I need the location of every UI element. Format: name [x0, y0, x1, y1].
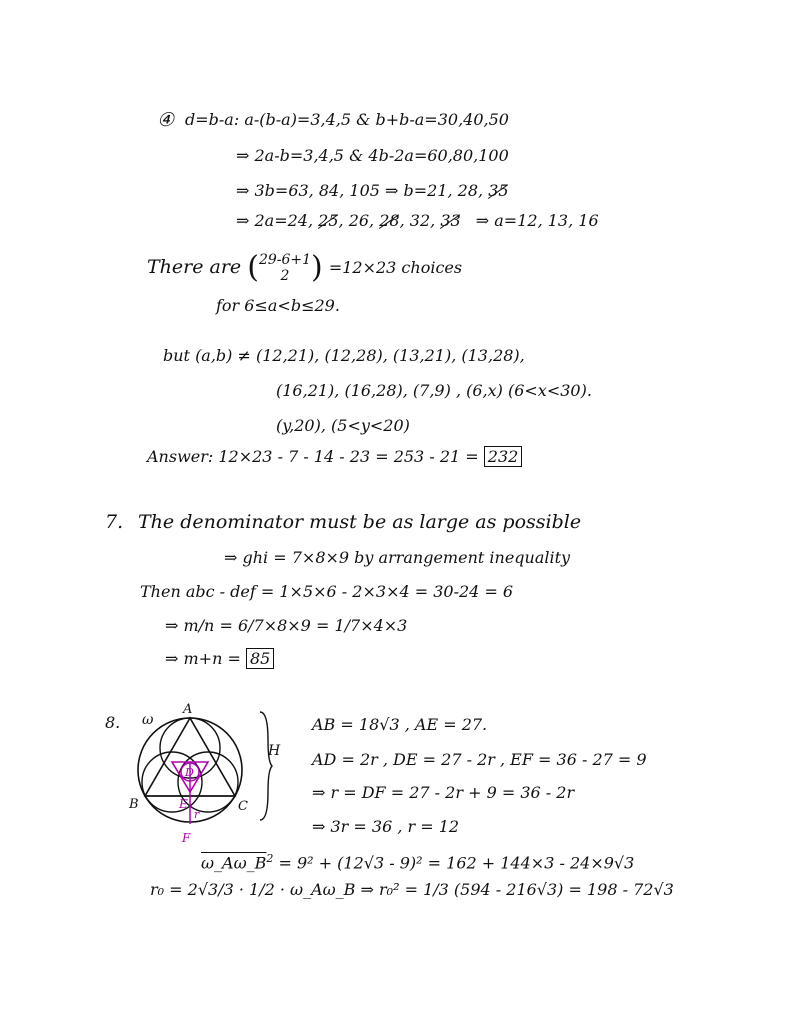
squared-superscript: 2 [266, 852, 274, 865]
p8-line2: AD = 2r , DE = 27 - 2r , EF = 36 - 27 = 9 [312, 750, 647, 769]
p6-line1: d=b-a: a-(b-a)=3,4,5 & b+b-a=30,40,50 [185, 110, 509, 129]
p7-line5 [165, 649, 274, 669]
p8-line5 [201, 849, 634, 873]
p7-answer-text: ⇒ m+n = [165, 649, 241, 668]
p8-line3: ⇒ r = DF = 27 - 2r + 9 = 36 - 2r [312, 783, 575, 802]
p6-line4-text: , 32, [399, 211, 436, 230]
p8-number: 8. [105, 713, 121, 732]
p6-line4-text: ⇒ a=12, 13, 16 [475, 211, 599, 230]
p8-line4: ⇒ 3r = 36 , r = 12 [312, 817, 460, 836]
p6-line4-text: , 26, [338, 211, 375, 230]
case-label: ④ [157, 109, 175, 131]
p6-but-line3: (y,20), (5<y<20) [276, 416, 410, 435]
choices-result: =12×23 choices [328, 258, 463, 277]
p6-but-line2: (16,21), (16,28), (7,9) , (6,x) (6<x<30). [276, 381, 592, 400]
fraction-den: 2 [280, 268, 290, 284]
right-paren: ) [311, 250, 323, 285]
p6-but-line1: but (a,b) ≠ (12,21), (12,28), (13,21), (13,28), [163, 346, 525, 365]
label-c: C [238, 799, 248, 814]
p8-line6: r₀ = 2√3/3 · 1/2 · ω_Aω_B ⇒ r₀² = 1/3 (594 - 216√3) = 198 - 72√3 [150, 880, 674, 899]
fraction-num: 29-6+1 [258, 252, 312, 268]
boxed-answer: 85 [246, 648, 274, 669]
height-brace [260, 712, 272, 820]
boxed-answer: 232 [484, 446, 523, 467]
p7-number: 7. [105, 511, 124, 533]
p6-line3 [236, 181, 509, 201]
p6-line3-text: ⇒ 3b=63, 84, 105 ⇒ b=21, 28, [236, 181, 484, 200]
left-paren: ( [247, 250, 259, 285]
struck-value: 25 [318, 211, 339, 230]
p7-line1: The denominator must be as large as possible [138, 511, 582, 533]
label-d: D [185, 766, 194, 779]
label-a: A [183, 702, 193, 717]
label-r: r [194, 808, 200, 821]
segment-omega-a-omega-b: ω_Aω_B [201, 853, 267, 873]
label-f: F [182, 831, 191, 845]
p8-line1: AB = 18√3 , AE = 27. [312, 715, 488, 734]
p6-line4-text: ⇒ 2a=24, [236, 211, 314, 230]
choices-label: There are [147, 256, 242, 278]
choices-fraction [259, 252, 311, 284]
p6-line4 [236, 211, 599, 231]
geometry-figure [120, 700, 280, 860]
p7-line4: ⇒ m/n = 6/7×8×9 = 1/7×4×3 [165, 616, 408, 635]
circle-omega-b [142, 752, 202, 812]
p7-line2: ⇒ ghi = 7×8×9 by arrangement inequality [224, 548, 571, 567]
label-h: H [268, 743, 281, 759]
label-e: E [179, 797, 188, 811]
struck-value: 33 [440, 211, 461, 230]
p8-line5-rhs: = 9² + (12√3 - 9)² = 162 + 144×3 - 24×9√3 [278, 853, 635, 873]
p7-line3: Then abc - def = 1×5×6 - 2×3×4 = 30-24 = 6 [140, 582, 514, 601]
answer-text: Answer: 12×23 - 7 - 14 - 23 = 253 - 21 = [147, 447, 479, 466]
p6-choices [147, 252, 462, 284]
p6-answer [147, 447, 522, 467]
struck-value: 35 [488, 181, 509, 200]
label-b: B [129, 797, 139, 812]
p6-line2: ⇒ 2a-b=3,4,5 & 4b-2a=60,80,100 [236, 146, 509, 165]
struck-value: 28 [379, 211, 400, 230]
p6-range: for 6≤a<b≤29. [216, 296, 340, 315]
label-omega: ω [142, 712, 154, 728]
